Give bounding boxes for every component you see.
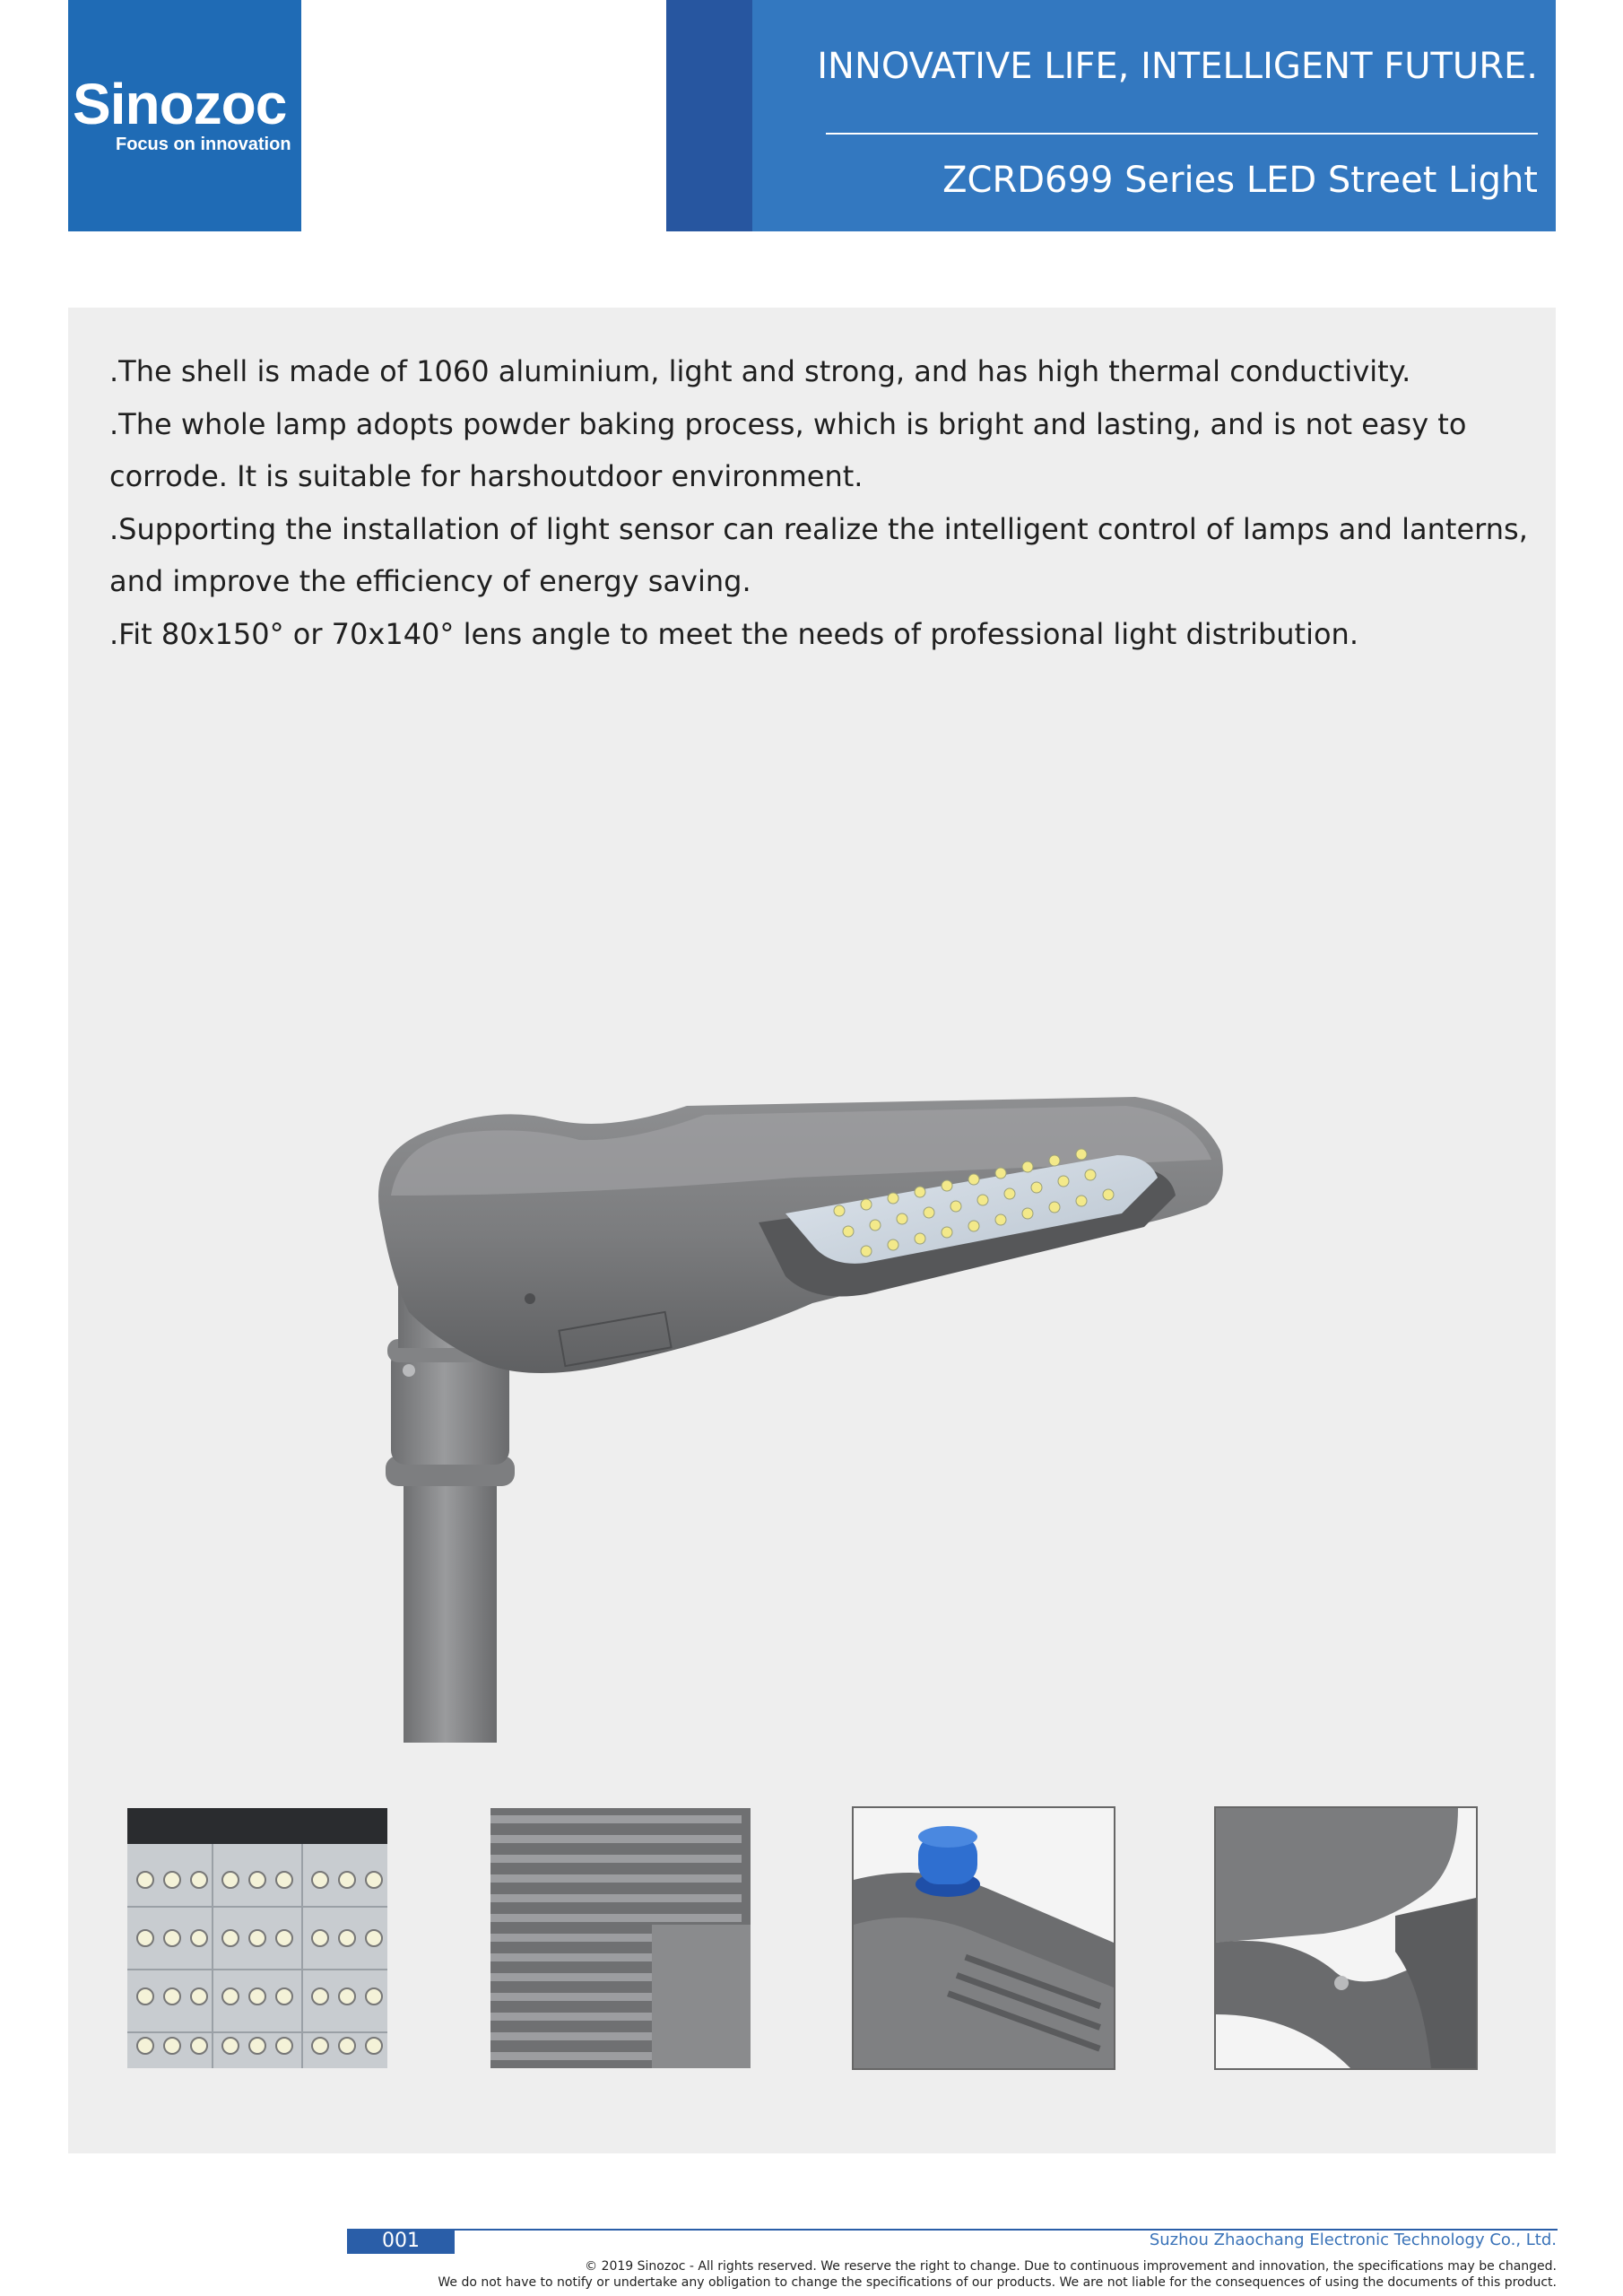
feature-item: .Fit 80x150° or 70x140° lens angle to meet the needs of professional light distribution. xyxy=(109,616,1358,651)
copyright-line-2: We do not have to notify or undertake any obligation to change the specifications of our products. We are not liable for the consequences of using the documents of this product. xyxy=(438,2275,1557,2290)
feature-list xyxy=(109,345,1535,660)
slogan: INNOVATIVE LIFE, INTELLIGENT FUTURE. xyxy=(817,46,1538,87)
brand-name: Sinozoc xyxy=(73,72,287,136)
header-banner xyxy=(666,0,1556,231)
company-name: Suzhou Zhaochang Electronic Technology Co., Ltd. xyxy=(1149,2231,1557,2249)
copyright-line-1: © 2019 Sinozoc - All rights reserved. We reserve the right to change. Due to continuous improvement and innovation, the specifications may be changed. xyxy=(585,2259,1557,2274)
brand-tagline: Focus on innovation xyxy=(116,135,291,154)
thumbnail-heat-sink xyxy=(490,1808,751,2068)
product-image xyxy=(310,774,1324,1743)
thumbnail-pole-adapter xyxy=(1216,1808,1476,2068)
content-panel xyxy=(68,308,1556,2153)
feature-item: .Supporting the installation of light sensor can realize the intelligent control of lamps and lanterns, and improve the efficiency of energy saving. xyxy=(109,511,1528,598)
thumbnail-light-sensor xyxy=(854,1808,1114,2068)
feature-item: .The shell is made of 1060 aluminium, light and strong, and has high thermal conductivity. xyxy=(109,354,1411,388)
sinozoc-logo xyxy=(68,0,301,231)
thumbnail-led-module xyxy=(127,1808,387,2068)
page-number: 001 xyxy=(347,2229,455,2254)
series-title: ZCRD699 Series LED Street Light xyxy=(942,160,1538,201)
feature-item: .The whole lamp adopts powder baking process, which is bright and lasting, and is not easy to corrode. It is suitable for harshoutdoor environment. xyxy=(109,406,1467,493)
banner-divider xyxy=(826,133,1538,135)
banner-accent-stripe xyxy=(666,0,752,231)
